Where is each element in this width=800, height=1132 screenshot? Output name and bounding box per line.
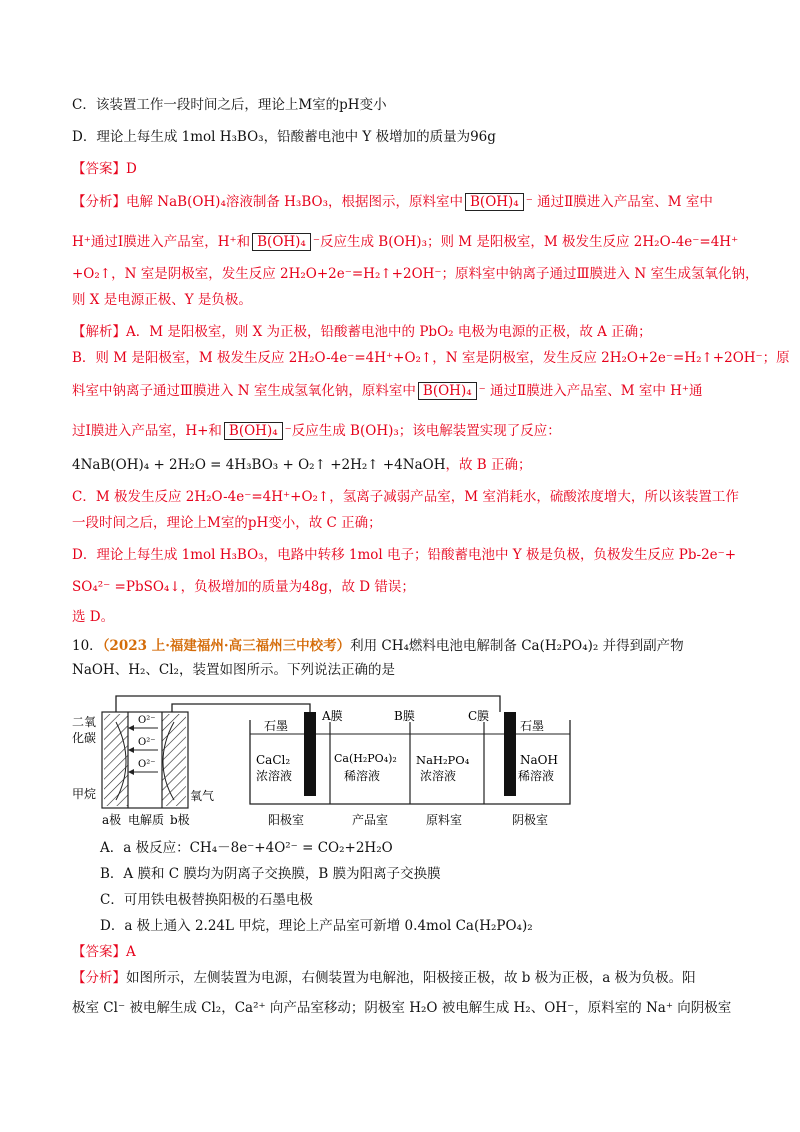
answer-label: 【答案】D: [72, 161, 137, 177]
option-b: B．A 膜和 C 膜均为阴离子交换膜，B 膜为阳离子交换膜: [100, 866, 441, 882]
option-d-prev: D．理论上每生成 1mol H₃BO₃，铅酸蓄电池中 Y 极增加的质量为96g: [72, 129, 496, 145]
explanation-line: 一段时间之后，理论上M室的pH变小，故 C 正确；: [72, 515, 382, 531]
bracket-formula: B(OH)₄: [418, 382, 477, 400]
text-run: 过Ⅰ膜进入产品室，H+和: [72, 423, 222, 439]
option-a: A．a 极反应：CH₄－8e⁻+4O²⁻ = CO₂+2H₂O: [100, 840, 393, 856]
text-run: 【分析】电解 NaB(OH)₄溶液制备 H₃BO₃，根据图示，原料室中: [72, 194, 463, 210]
text-run: ⁻ 通过Ⅱ膜进入产品室、M 室中 H⁺通: [478, 383, 703, 399]
explanation-line: C．M 极发生反应 2H₂O-4e⁻=4H⁺+O₂↑，氢离子减弱产品室，M 室消耗水，硫酸浓度增大，所以该装置工作: [72, 489, 739, 505]
explanation-line: SO₄²⁻ =PbSO₄↓，负极增加的质量为48g，故 D 错误；: [72, 579, 415, 595]
explanation-line: 【解析】A．M 是阳极室，则 X 为正极，铅酸蓄电池中的 PbO₂ 电极为电源的正极，故 A 正确；: [72, 324, 652, 340]
ion-label: O²⁻: [138, 737, 156, 748]
question-stem: [72, 636, 732, 656]
electrolyte-label: 电解质: [128, 813, 165, 827]
option-c-prev: C．该装置工作一段时间之后，理论上M室的pH变小: [72, 97, 387, 113]
option-d: D．a 极上通入 2.24L 甲烷，理论上产品室可新增 0.4mol Ca(H₂PO₄)₂: [100, 918, 533, 934]
question-stem: NaOH、H₂、Cl₂，装置如图所示。下列说法正确的是: [72, 662, 395, 678]
apparatus-diagram: [72, 692, 592, 832]
graphite-cathode: [504, 712, 516, 796]
room-label: 产品室: [352, 813, 389, 827]
text-run: 利用 CH₄燃料电池电解制备 Ca(H₂PO₄)₂ 并得到副产物: [350, 638, 684, 654]
membrane-b-label: B膜: [394, 709, 415, 723]
answer-label: 【答案】A: [72, 944, 136, 960]
option-c: C．可用铁电极替换阳极的石墨电极: [100, 892, 313, 908]
equation-text: 4NaB(OH)₄ + 2H₂O = 4H₃BO₃ + O₂↑ +2H₂↑ +4NaOH: [72, 457, 446, 473]
b-pole-label: b极: [170, 813, 190, 827]
bracket-formula: B(OH)₄: [252, 233, 311, 251]
membrane-a-label: A膜: [322, 709, 343, 723]
analysis-line: 【分析】如图所示，左侧装置为电源，右侧装置为电解池，阳极接正极，故 b 极为正极，a 极为负极。阳: [72, 970, 696, 986]
co2-label: 化碳: [72, 731, 97, 745]
text-run: 料室中钠离子通过Ⅲ膜进入 N 室生成氢氧化钠，原料室中: [72, 383, 416, 399]
solution-label: 浓溶液: [420, 769, 457, 783]
solution-label: 浓溶液: [256, 769, 293, 783]
explanation-line: 选 D。: [72, 609, 115, 625]
reaction-equation: [72, 455, 732, 475]
text-run: H⁺通过Ⅰ膜进入产品室，H⁺和: [72, 234, 251, 250]
analysis-line: 极室 Cl⁻ 被电解生成 Cl₂，Ca²⁺ 向产品室移动；阴极室 H₂O 被电解生成 H₂、OH⁻，原料室的 Na⁺ 向阴极室: [72, 1000, 732, 1016]
solution-label: NaH₂PO₄: [416, 753, 470, 767]
membrane-c-label: C膜: [468, 709, 490, 723]
solution-label: CaCl₂: [256, 753, 291, 767]
bracket-formula: B(OH)₄: [224, 422, 283, 440]
section-tag: 【分析】: [72, 970, 126, 986]
electrode-a: [104, 714, 128, 806]
ion-label: O²⁻: [138, 759, 156, 770]
text-run: ⁻反应生成 B(OH)₃；该电解装置实现了反应：: [284, 423, 561, 439]
co2-label: 二氧: [72, 715, 97, 729]
explanation-line: B．则 M 是阳极室，M 极发生反应 2H₂O-4e⁻=4H⁺+O₂↑，N 室是阴极室，发生反应 2H₂O+2e⁻=H₂↑+2OH⁻；原: [72, 350, 790, 366]
question-number: 10．: [72, 638, 103, 654]
text-run: ⁻反应生成 B(OH)₃；则 M 是阳极室，M 极发生反应 2H₂O-4e⁻=4H⁺: [312, 234, 739, 250]
explanation-line: [72, 381, 732, 401]
methane-label: 甲烷: [72, 787, 97, 801]
text-run: ⁻ 通过Ⅱ膜进入产品室、M 室中: [525, 194, 713, 210]
solution-label: 稀溶液: [344, 769, 381, 783]
analysis-line: +O₂↑，N 室是阴极室，发生反应 2H₂O+2e⁻=H₂↑+2OH⁻；原料室中钠离子通过Ⅲ膜进入 N 室生成氢氧化钠，: [72, 266, 759, 282]
explanation-line: [72, 421, 732, 441]
analysis-line: [72, 192, 732, 212]
graphite-label: 石墨: [520, 719, 545, 733]
bracket-formula: B(OH)₄: [465, 193, 524, 211]
ion-label: O²⁻: [138, 715, 156, 726]
analysis-line: [72, 232, 739, 252]
explanation-line: D．理论上每生成 1mol H₃BO₃，电路中转移 1mol 电子；铅酸蓄电池中 Y 极是负极，负极发生反应 Pb-2e⁻+: [72, 547, 737, 563]
graphite-anode: [304, 712, 316, 796]
wire: [172, 704, 310, 712]
analysis-line: 则 X 是电源正极、Y 是负极。: [72, 292, 252, 308]
text-run: ，故 B 正确；: [445, 457, 532, 473]
question-source: （2023 上·福建福州·高三福州三中校考）: [102, 638, 351, 654]
room-label: 原料室: [426, 813, 463, 827]
oxygen-label: 氧气: [190, 789, 215, 803]
graphite-label: 石墨: [264, 719, 289, 733]
solution-label: 稀溶液: [518, 769, 555, 783]
a-pole-label: a极: [102, 813, 122, 827]
room-label: 阳极室: [268, 813, 305, 827]
solution-label: Ca(H₂PO₄)₂: [334, 752, 397, 765]
electrode-b: [162, 714, 186, 806]
room-label: 阴极室: [512, 813, 549, 827]
solution-label: NaOH: [520, 753, 558, 767]
